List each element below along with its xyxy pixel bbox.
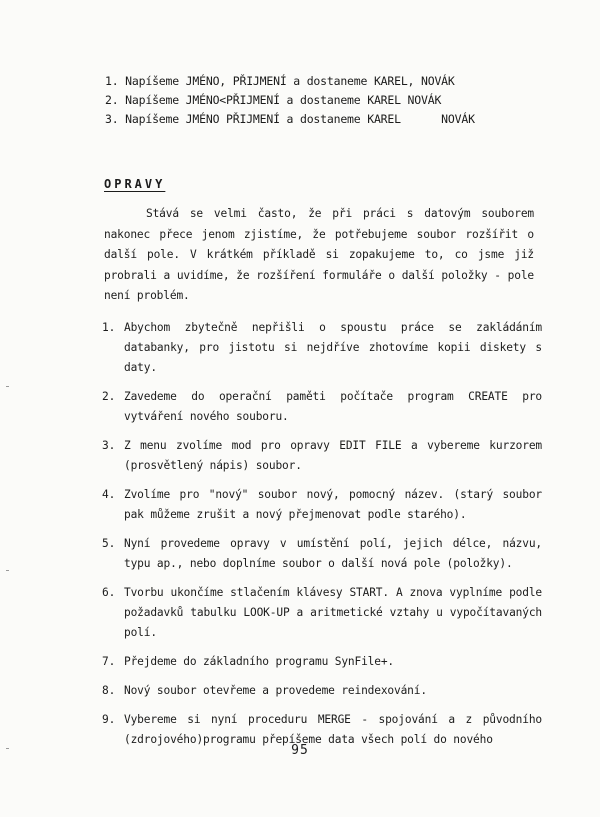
step-text: Abychom zbytečně nepřišli o spoustu práce se zakládáním databanky, pro jistotu si nejdříve zhotovíme kopii diskety s daty. (124, 321, 542, 374)
step-item (102, 318, 542, 378)
step-number: 2. (102, 390, 116, 403)
step-number: 7. (102, 655, 116, 668)
step-item (102, 485, 542, 525)
step-number: 5. (102, 537, 116, 550)
margin-dot (6, 386, 9, 387)
page-number: 95 (291, 743, 309, 758)
step-item (102, 534, 542, 574)
margin-dot (6, 748, 9, 749)
step-item (102, 681, 542, 701)
step-number: 4. (102, 488, 116, 501)
step-text: Přejdeme do základního programu SynFile+. (124, 655, 395, 668)
step-text: Vybereme si nyní proceduru MERGE - spojování a z původního (zdrojového)programu přepíšeme data všech polí do nového (124, 713, 542, 746)
step-item (102, 387, 542, 427)
intro-line: 1. Napíšeme JMÉNO, PŘIJMENÍ a dostaneme KAREL, NOVÁK (105, 74, 455, 88)
step-number: 6. (102, 586, 116, 599)
step-text: Zvolíme pro "nový" soubor nový, pomocný název. (starý soubor pak můžeme zrušit a nový přejmenovat podle starého). (124, 488, 542, 521)
steps-list (102, 318, 542, 759)
step-text: Nový soubor otevřeme a provedeme reindexování. (124, 684, 427, 697)
step-number: 3. (102, 439, 116, 452)
intro-paragraph: Stává se velmi často, že při práci s datovým souborem nakonec přece jenom zjistíme, že potřebujeme soubor rozšířit o další pole. V krátkém příkladě si zopakujeme to, co jsme již probrali a uvidíme, že rozšíření formuláře o další položky - pole není problém. (104, 207, 534, 302)
intro-example-list (105, 72, 525, 129)
margin-dot (6, 570, 9, 571)
step-text: Z menu zvolíme mod pro opravy EDIT FILE a vybereme kurzorem (prosvětlený nápis) soubor. (124, 439, 542, 472)
step-number: 1. (102, 321, 116, 334)
intro-line: 3. Napíšeme JMÉNO PŘIJMENÍ a dostaneme KAREL NOVÁK (105, 112, 475, 126)
step-text: Tvorbu ukončíme stlačením klávesy START. A znova vyplníme podle požadavků tabulku LOOK-UP a aritmetické vztahy u vypočítavaných polí. (124, 586, 542, 639)
step-item (102, 583, 542, 643)
step-text: Nyní provedeme opravy v umístění polí, jejich délce, názvu, typu ap., nebo doplníme soubor o další nová pole (položky). (124, 537, 542, 570)
step-item (102, 436, 542, 476)
section-heading: OPRAVY (104, 177, 166, 191)
step-text: Zavedeme do operační paměti počítače program CREATE pro vytváření nového souboru. (124, 390, 542, 423)
step-number: 8. (102, 684, 116, 697)
step-number: 9. (102, 713, 116, 726)
step-item (102, 652, 542, 672)
intro-line: 2. Napíšeme JMÉNO<PŘIJMENÍ a dostaneme KAREL NOVÁK (105, 93, 442, 107)
